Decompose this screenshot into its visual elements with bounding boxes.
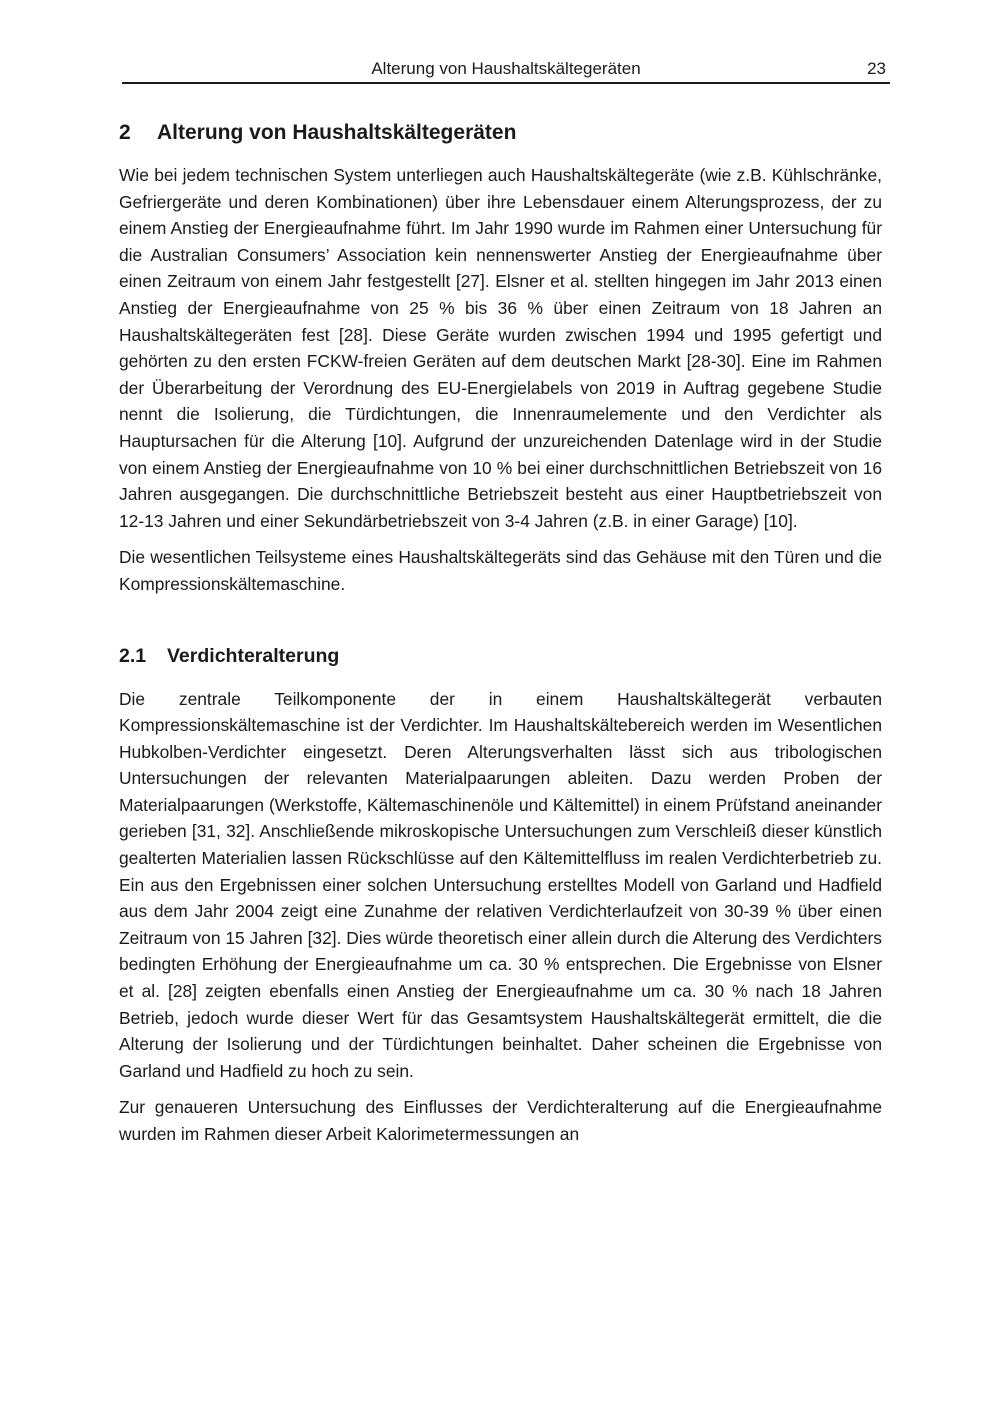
running-title: Alterung von Haushaltskältegeräten — [371, 59, 641, 78]
section-title: Verdichteralterung — [167, 644, 340, 667]
chapter-heading — [119, 118, 882, 148]
section-spacer — [119, 608, 882, 642]
chapter-paragraph-1: Wie bei jedem technischen System unterliegen auch Haushaltskältegeräte (wie z.B. Kühlschränke, Gefriergeräte und deren Kombinationen) über ihre Lebensdauer einem Alterungsprozess, der zu einem Anstieg der Energieaufnahme führt. Im Jahr 1990 wurde im Rahmen einer Untersuchung für die Australian Consumers’ Association kein nennenswerter Anstieg der Energieaufnahme über einen Zeitraum von einem Jahr festgestellt [27]. Elsner et al. stellten hingegen im Jahr 2013 einen Anstieg der Energieaufnahme von 25 % bis 36 % über einen Zeitraum von 18 Jahren an Haushaltskältegeräten fest [28]. Diese Geräte wurden zwischen 1994 und 1995 gefertigt und gehörten zu den ersten FCKW-freien Geräten auf dem deutschen Markt [28-30]. Eine im Rahmen der Überarbeitung der Verordnung des EU-Energielabels von 2019 in Auftrag gegebene Studie nennt die Isolierung, die Türdichtungen, die Innenraumelemente und den Verdichter als Hauptursachen für die Alterung [10]. Aufgrund der unzureichenden Datenlage wird in der Studie von einem Anstieg der Energieaufnahme von 10 % bei einer durchschnittlichen Betriebszeit von 16 Jahren ausgegangen. Die durchschnittliche Betriebszeit besteht aus einer Hauptbetriebszeit von 12-13 Jahren und einer Sekundärbetriebszeit von 3-4 Jahren (z.B. in einer Garage) [10]. — [119, 165, 882, 531]
body-content — [119, 118, 882, 1158]
section-heading — [119, 642, 882, 670]
section-paragraph-1: Die zentrale Teilkomponente der in einem Haushaltskältegerät verbauten Kompressionskältemaschine ist der Verdichter. Im Haushaltskältebereich werden im Wesentlichen Hubkolben-Verdichter eingesetzt. Deren Alterungsverhalten lässt sich aus tribologischen Untersuchungen der relevanten Materialpaarungen ableiten. Dazu werden Proben der Materialpaarungen (Werkstoffe, Kältemaschinenöle und Kältemittel) in einem Prüfstand aneinander gerieben [31, 32]. Anschließende mikroskopische Untersuchungen zum Verschleiß dieser künstlich gealterten Materialien lassen Rückschlüsse auf den Kältemittelfluss im realen Verdichterbetrieb zu. Ein aus den Ergebnissen einer solchen Untersuchung erstelltes Modell von Garland und Hadfield aus dem Jahr 2004 zeigt eine Zunahme der relativen Verdichterlaufzeit von 30-39 % über einen Zeitraum von 15 Jahren [32]. Dies würde theoretisch einer allein durch die Alterung des Verdichters bedingten Erhöhung der Energieaufnahme um ca. 30 % entsprechen. Die Ergebnisse von Elsner et al. [28] zeigten ebenfalls einen Anstieg der Energieaufnahme um ca. 30 % nach 18 Jahren Betrieb, jedoch wurde dieser Wert für das Gesamtsystem Haushaltskältegerät ermittelt, die die Alterung der Isolierung und der Türdichtungen beinhaltet. Daher scheinen die Ergebnisse von Garland und Hadfield zu hoch zu sein. — [119, 688, 882, 1081]
running-header — [122, 58, 890, 84]
section-paragraph-2: Zur genaueren Untersuchung des Einflusses der Verdichteralterung auf die Energieaufnahme wurden im Rahmen dieser Arbeit Kalorimetermessungen an — [119, 1097, 882, 1144]
chapter-number: 2 — [119, 121, 131, 144]
chapter-title: Alterung von Haushaltskältegeräten — [157, 121, 517, 144]
section-number: 2.1 — [119, 644, 147, 667]
page-number: 23 — [867, 59, 886, 78]
chapter-paragraph-2: Die wesentlichen Teilsysteme eines Haushaltskältegeräts sind das Gehäuse mit den Türen und die Kompressionskältemaschine. — [119, 547, 882, 594]
